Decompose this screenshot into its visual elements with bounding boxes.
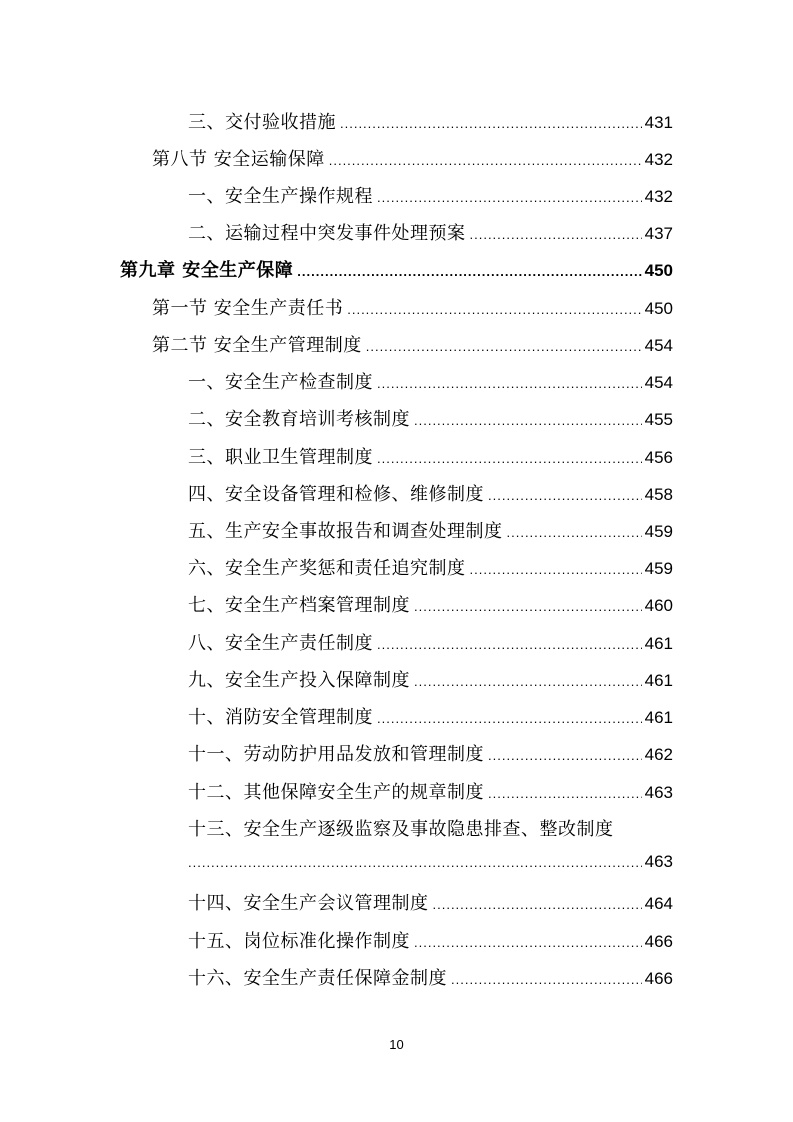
toc-leader-dots [470,562,642,577]
toc-entry[interactable] [188,182,673,212]
toc-leader-dots [433,897,642,912]
toc-leader-dots [488,748,642,763]
toc-leader-dots [377,376,642,391]
toc-entry-label-wrapped[interactable]: 十三、安全生产逐级监察及事故隐患排查、整改制度 [188,819,614,840]
toc-entry-page: 461 [644,708,673,727]
toc-entry-page: 463 [644,852,673,871]
toc-entry-label: 第八节 安全运输保障 [152,149,325,170]
toc-leader-dots [488,786,642,801]
toc-entry-page: 459 [644,522,673,541]
toc-entry-label: 第一节 安全生产责任书 [152,298,344,319]
toc-leader-dots [297,264,641,279]
toc-entry-page: 432 [644,150,673,169]
toc-leader-dots [377,451,642,466]
toc-entry-label: 三、交付验收措施 [188,112,336,133]
toc-entry-label: 二、安全教育培训考核制度 [188,409,410,430]
toc-leader-dots [414,935,642,950]
toc-entry-page: 456 [644,448,673,467]
toc-leader-dots [488,488,642,503]
toc-entry-page: 464 [644,894,673,913]
toc-entry-label: 十一、劳动防护用品发放和管理制度 [188,744,484,765]
toc-entry-label: 十五、岗位标准化操作制度 [188,931,410,952]
toc-entry-page: 458 [644,485,673,504]
toc-leader-dots [451,972,642,987]
toc-entry[interactable] [188,108,673,138]
toc-entry-label: 五、生产安全事故报告和调查处理制度 [188,521,503,542]
toc-entry-page: 463 [644,783,673,802]
toc-leader-dots [414,674,642,689]
toc-leader-dots [377,711,642,726]
toc-entry[interactable] [152,294,673,324]
page-number: 10 [389,1037,404,1052]
toc-entry[interactable] [152,331,673,361]
toc-chapter-entry[interactable] [120,256,673,286]
toc-entry-page: 461 [644,634,673,653]
toc-entry-label: 四、安全设备管理和检修、维修制度 [188,484,484,505]
toc-entry[interactable] [188,778,673,808]
toc-entry[interactable] [188,629,673,659]
toc-entry-page: 432 [644,187,673,206]
toc-entry[interactable] [188,405,673,435]
toc-entry-label: 一、安全生产操作规程 [188,186,373,207]
toc-leader-dots [377,637,642,652]
toc-entry-continuation[interactable] [188,852,673,882]
toc-entry-page: 466 [644,932,673,951]
toc-entry[interactable] [188,889,673,919]
toc-entry[interactable] [152,145,673,175]
toc-entry-page: 455 [644,410,673,429]
toc-entry[interactable] [188,517,673,547]
toc-entry[interactable] [188,703,673,733]
toc-entry-page: 461 [644,671,673,690]
toc-entry-label: 一、安全生产检查制度 [188,372,373,393]
toc-entry-label: 九、安全生产投入保障制度 [188,670,410,691]
toc-leader-dots [347,302,641,317]
toc-entry-label: 第九章 安全生产保障 [120,260,294,281]
toc-entry-label: 七、安全生产档案管理制度 [188,595,410,616]
toc-entry-page: 466 [644,969,673,988]
toc-leader-dots [188,855,642,870]
toc-entry[interactable] [188,443,673,473]
toc-leader-dots [414,599,642,614]
toc-entry[interactable] [188,368,673,398]
toc-leader-dots [470,227,642,242]
toc-entry-label: 六、安全生产奖惩和责任追究制度 [188,558,466,579]
toc-entry-page: 462 [644,745,673,764]
toc-entry[interactable] [188,554,673,584]
toc-entry-label: 十四、安全生产会议管理制度 [188,893,429,914]
toc-leader-dots [414,413,642,428]
toc-entry[interactable] [188,591,673,621]
toc-entry-page: 450 [644,261,673,280]
toc-entry[interactable] [188,927,673,957]
toc-entry[interactable] [188,480,673,510]
toc-leader-dots [366,339,642,354]
toc-entry-label: 二、运输过程中突发事件处理预案 [188,223,466,244]
toc-entry-label: 十六、安全生产责任保障金制度 [188,968,447,989]
toc-entry-page: 459 [644,559,673,578]
toc-entry-label: 八、安全生产责任制度 [188,633,373,654]
toc-entry-page: 450 [644,299,673,318]
toc-entry-page: 437 [644,224,673,243]
toc-entry-label: 三、职业卫生管理制度 [188,447,373,468]
toc-entry[interactable] [188,740,673,770]
toc-entry-page: 431 [644,113,673,132]
toc-entry-label: 十二、其他保障安全生产的规章制度 [188,782,484,803]
toc-entry-page: 460 [644,596,673,615]
toc-entry[interactable] [188,219,673,249]
toc-leader-dots [507,525,642,540]
toc-entry-page: 454 [644,336,673,355]
toc-leader-dots [377,190,642,205]
toc-leader-dots [340,116,642,131]
toc-entry-page: 454 [644,373,673,392]
toc-entry[interactable] [188,666,673,696]
toc-entry-label: 十、消防安全管理制度 [188,707,373,728]
toc-leader-dots [329,153,642,168]
toc-entry-label: 第二节 安全生产管理制度 [152,335,362,356]
toc-entry[interactable] [188,964,673,994]
